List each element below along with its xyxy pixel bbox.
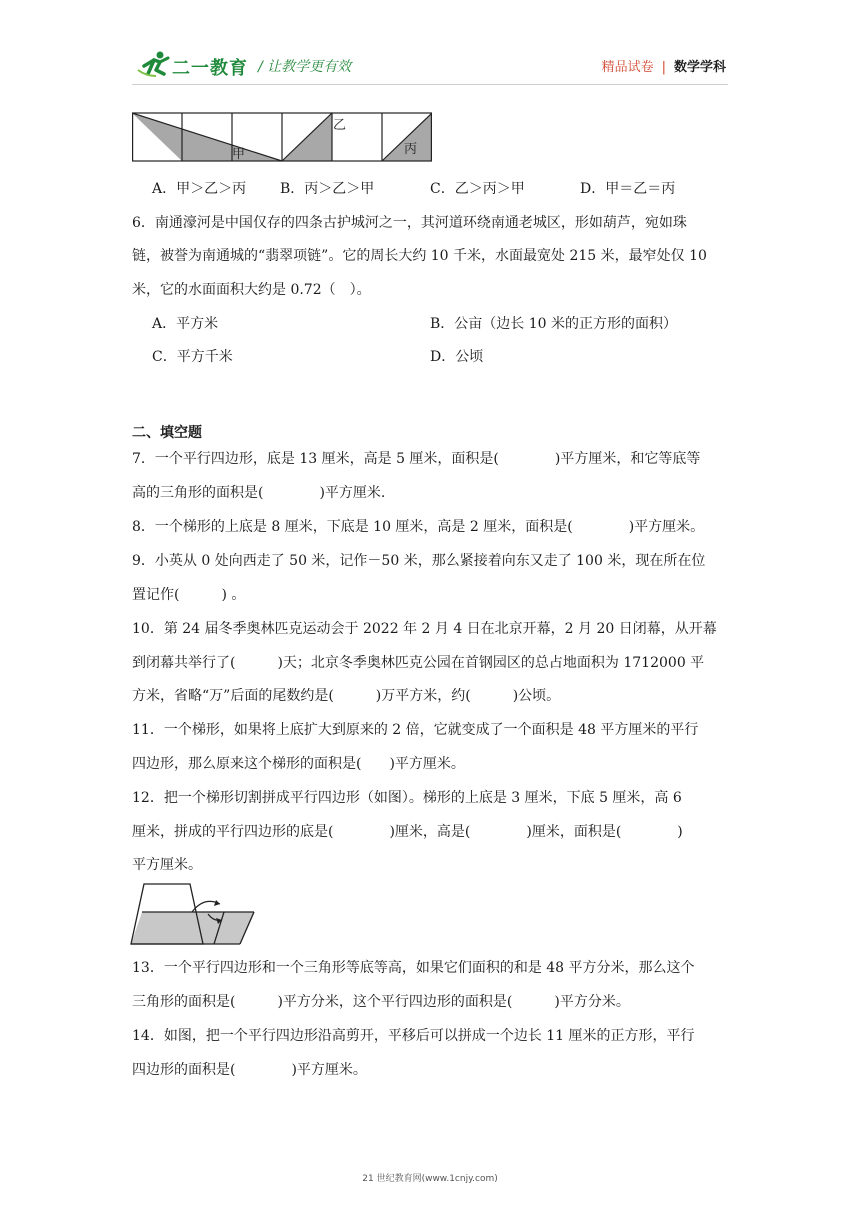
q5-option-d: D．甲＝乙＝丙 <box>580 181 676 197</box>
tag-subject: 数学学科 <box>673 60 726 75</box>
label-jia: 甲 <box>232 147 246 162</box>
q9-line: 置记作( ) 。 <box>132 587 246 603</box>
q7-line: 高的三角形的面积是( )平方厘米. <box>132 485 386 501</box>
brand-slogan: / 让教学更有效 <box>258 59 352 75</box>
q10-line: 方米，省略“万”后面的尾数约是( )万平方米，约( )公顷。 <box>132 688 561 704</box>
section-title-fill-in: 二、填空题 <box>132 425 202 441</box>
q10-line: 10．第 24 届冬季奥林匹克运动会于 2022 年 2 月 4 日在北京开幕，2 月 20 日闭幕，从开幕 <box>132 621 717 637</box>
q8-line: 8．一个梯形的上底是 8 厘米，下底是 10 厘米，高是 2 厘米，面积是( )平方厘米。 <box>132 519 705 535</box>
q9-line: 9．小英从 0 处向西走了 50 米，记作－50 米，那么紧接着向东又走了 100 米，现在所在位 <box>132 553 706 569</box>
q6-line: 6．南通濠河是中国仅存的四条古护城河之一，其河道环绕南通老城区，形如葫芦，宛如珠 <box>132 215 687 231</box>
q6-option-c: C．平方千米 <box>152 349 233 365</box>
q6-line: 米，它的水面面积大约是 0.72（ ）。 <box>132 282 371 298</box>
tag-separator: | <box>661 60 666 75</box>
q11-line: 11．一个梯形，如果将上底扩大到原来的 2 倍，它就变成了一个面积是 48 平方厘米的平行 <box>132 722 699 738</box>
q6-line: 链，被誉为南通城的“翡翠项链”。它的周长大约 10 千米，水面最宽处 215 米，最窄处仅 10 <box>132 248 707 264</box>
q5-option-c: C．乙＞丙＞甲 <box>430 181 525 197</box>
q6-option-a: A．平方米 <box>152 316 219 332</box>
label-bing: 丙 <box>404 142 418 157</box>
q12-line: 厘米，拼成的平行四边形的底是( )厘米，高是( )厘米，面积是( ) <box>132 824 683 840</box>
q7-line: 7．一个平行四边形，底是 13 厘米，高是 5 厘米，面积是( )平方厘米，和它等底等 <box>132 451 701 467</box>
header-tags <box>602 56 726 75</box>
q6-option-b: B．公亩（边长 10 米的正方形的面积） <box>430 316 678 332</box>
brand-name: 二一教育 <box>172 58 248 79</box>
q6-option-d: D．公顷 <box>430 349 484 365</box>
q14-line: 14．如图，把一个平行四边形沿高剪开，平移后可以拼成一个边长 11 厘米的正方形，平行 <box>132 1028 695 1044</box>
q12-line: 12．把一个梯形切割拼成平行四边形（如图）。梯形的上底是 3 厘米，下底 5 厘米，高 6 <box>132 790 682 806</box>
q13-line: 三角形的面积是( )平方分米，这个平行四边形的面积是( )平方分米。 <box>132 994 630 1010</box>
q5-shaded-triangles-figure <box>132 111 432 163</box>
q5-option-b: B．丙＞乙＞甲 <box>280 181 375 197</box>
parallelogram-shaded <box>131 912 254 944</box>
q13-line: 13．一个平行四边形和一个三角形等底等高，如果它们面积的和是 48 平方分米，那么这个 <box>132 960 695 976</box>
q10-line: 到闭幕共举行了( )天；北京冬季奥林匹克公园在首钢园区的总占地面积为 1712000 平 <box>132 655 705 671</box>
q12-line: 平方厘米。 <box>132 857 202 873</box>
q5-option-a: A．甲＞乙＞丙 <box>152 181 247 197</box>
label-yi: 乙 <box>333 118 347 133</box>
q12-trapezoid-figure <box>128 882 260 948</box>
tag-premium: 精品试卷 <box>601 60 654 75</box>
runner-logo-icon <box>136 50 172 78</box>
q11-line: 四边形，那么原来这个梯形的面积是( )平方厘米。 <box>132 756 465 772</box>
q14-line: 四边形的面积是( )平方厘米。 <box>132 1062 367 1078</box>
page-footer: 21 世纪教育网(www.1cnjy.com) <box>362 1174 498 1184</box>
header-divider <box>132 84 728 85</box>
